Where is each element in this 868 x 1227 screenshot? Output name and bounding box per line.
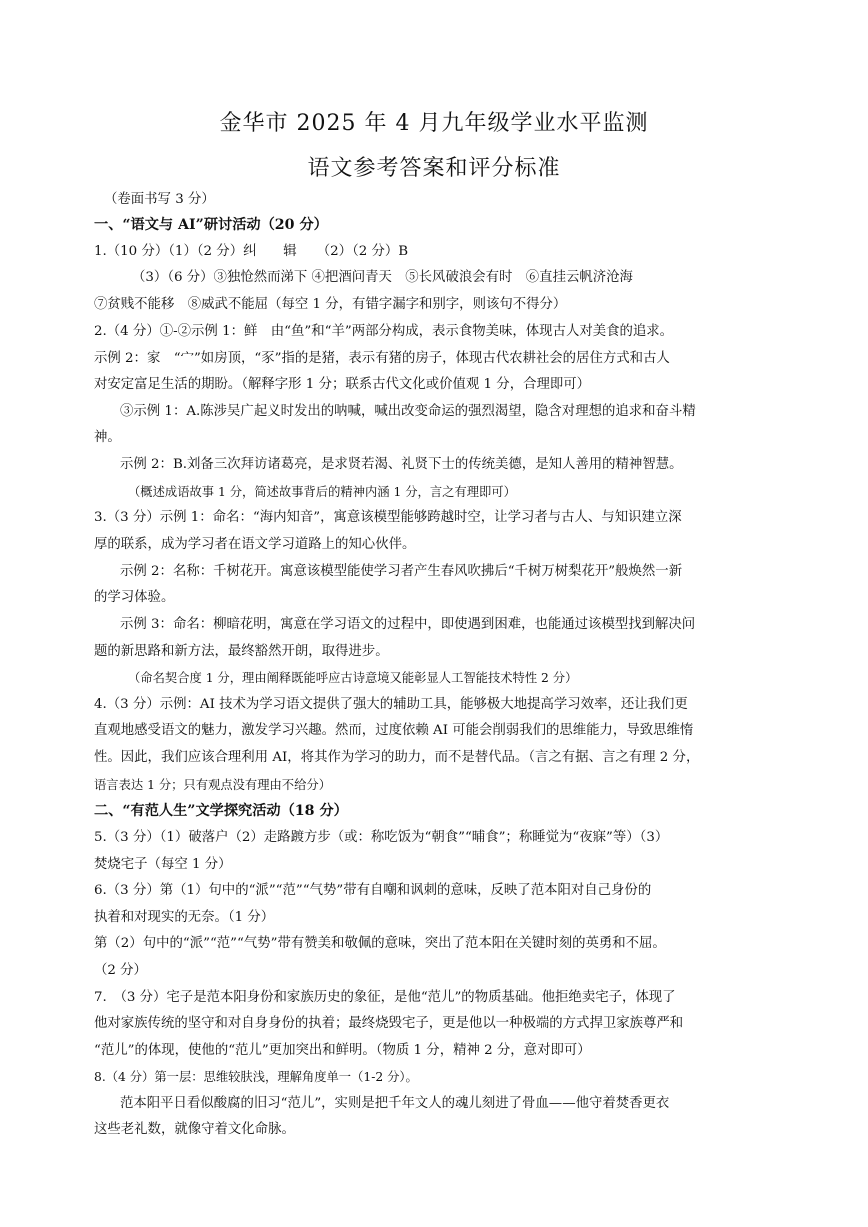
answer-line: ⑦贫贱不能移 ⑧威武不能屈（每空 1 分，有错字漏字和别字，则该句不得分） xyxy=(94,297,567,312)
answer-line: 2.（4 分）①-②示例 1：鲜 由“鱼”和“羊”两部分构成，表示食物美味，体现古人对美食的追求。 xyxy=(94,324,674,339)
answer-line: 他对家族传统的坚守和对自身身份的执着；最终烧毁宅子，更是他以一种极端的方式捍卫家族尊严和 xyxy=(94,1016,684,1031)
answer-line: （3）（6 分）③独怆然而涕下 ④把酒问青天 ⑤长风破浪会有时 ⑥直挂云帆济沧海 xyxy=(132,270,633,285)
answer-line: 厚的联系，成为学习者在语文学习道路上的知心伙伴。 xyxy=(94,537,416,552)
answer-line: “范儿”的体现，使他的“范儿”更加突出和鲜明。（物质 1 分，精神 2 分，意对即可） xyxy=(94,1043,591,1058)
answer-line: 示例 3：命名：柳暗花明，寓意在学习语文的过程中，即使遇到困难，也能通过该模型找到解决问 xyxy=(120,617,696,632)
answer-line: 示例 2：家 “宀”如房顶，“豕”指的是猪，表示有猪的房子，体现古代农耕社会的居住方式和古人 xyxy=(94,351,670,366)
answer-line: ③示例 1：A.陈涉吴广起义时发出的呐喊，喊出改变命运的强烈渴望，隐含对理想的追求和奋斗精 xyxy=(120,404,696,419)
answer-line: 第（2）句中的“派”“范”“气势”带有赞美和敬佩的意味，突出了范本阳在关键时刻的英勇和不屈。 xyxy=(94,936,666,951)
answer-line: 范本阳平日看似酸腐的旧习“范儿”，实则是把千年文人的魂儿刻进了骨血——他守着焚香更衣 xyxy=(120,1096,670,1111)
answer-line: 示例 2：B.刘备三次拜访诸葛亮，是求贤若渴、礼贤下士的传统美德，是知人善用的精神智慧。 xyxy=(120,457,683,472)
answer-line: 1.（10 分）（1）（2 分）纠 辑 （2）（2 分）B xyxy=(94,244,409,259)
answer-line: 7. （3 分）宅子是范本阳身份和家族历史的象征，是他“范儿”的物质基础。他拒绝卖宅子，体现了 xyxy=(94,990,676,1005)
document-subtitle: 语文参考答案和评分标准 xyxy=(307,156,561,181)
answer-line: 4.（3 分）示例：AI 技术为学习语文提供了强大的辅助工具，能够极大地提高学习效率，还让我们更 xyxy=(94,697,688,712)
answer-line: 题的新思路和新方法，最终豁然开朗，取得进步。 xyxy=(94,644,389,659)
scoring-note: （概述成语故事 1 分，简述故事背后的精神内涵 1 分，言之有理即可） xyxy=(128,485,516,499)
document-title: 金华市 2025 年 4 月九年级学业水平监测 xyxy=(219,111,649,136)
section-heading-2: 二、“有范人生”文学探究活动（18 分） xyxy=(94,803,348,819)
answer-line: 直观地感受语文的魅力，激发学习兴趣。然而，过度依赖 AI 可能会削弱我们的思维能力，导致思维惰 xyxy=(94,723,694,738)
answer-line: 6.（3 分）第（1）句中的“派”“范”“气势”带有自嘲和讽刺的意味，反映了范本阳对自己身份的 xyxy=(94,883,652,898)
handwriting-note: （卷面书写 3 分） xyxy=(104,192,215,207)
answer-line: 的学习体验。 xyxy=(94,590,175,605)
answer-line: 示例 2：名称：千树花开。寓意该模型能使学习者产生春风吹拂后“千树万树梨花开”般焕然一新 xyxy=(120,564,683,579)
answer-line: 对安定富足生活的期盼。（解释字形 1 分；联系古代文化或价值观 1 分，合理即可） xyxy=(94,377,591,392)
answer-line: 神。 xyxy=(94,430,121,445)
answer-line: 执着和对现实的无奈。（1 分） xyxy=(94,910,275,925)
answer-line: 这些老礼数，就像守着文化命脉。 xyxy=(94,1122,295,1137)
answer-line: 焚烧宅子（每空 1 分） xyxy=(94,857,232,872)
answer-line: 5.（3 分）（1）破落户（2）走路踱方步（或：称吃饭为“朝食”“晡食”；称睡觉为“夜寐”等）（3） xyxy=(94,830,669,845)
scoring-note: 语言表达 1 分；只有观点没有理由不给分） xyxy=(94,778,331,792)
answer-line: （2 分） xyxy=(94,963,147,978)
answer-line: 8.（4 分）第一层：思维较肤浅，理解角度单一（1-2 分）。 xyxy=(94,1070,418,1084)
section-heading-1: 一、“语文与 AI”研讨活动（20 分） xyxy=(94,217,328,233)
answer-line: 3.（3 分）示例 1：命名：“海内知音”，寓意该模型能够跨越时空，让学习者与古人、与知识建立深 xyxy=(94,510,682,525)
answer-line: 性。因此，我们应该合理利用 AI，将其作为学习的助力，而不是替代品。（言之有据、言之有理 2 分， xyxy=(94,750,700,765)
scoring-note: （命名契合度 1 分，理由阐释既能呼应古诗意境又能彰显人工智能技术特性 2 分） xyxy=(128,671,578,685)
